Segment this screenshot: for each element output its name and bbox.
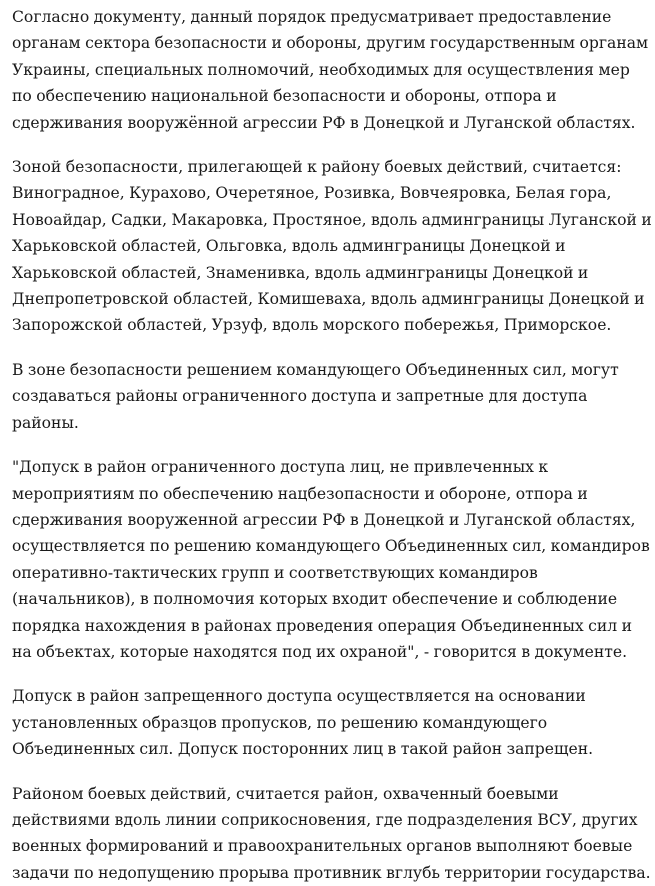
paragraph-forbidden-access: Допуск в район запрещенного доступа осуществляется на основании установленных образцов пропусков, по решению командующего Объединенных сил. Допуск посторонних лиц в такой район запрещен. (12, 687, 594, 759)
paragraph-restricted-areas: В зоне безопасности решением командующего Объединенных сил, могут создаваться районы ограниченного доступа и запретные для доступа районы. (12, 360, 619, 432)
paragraph-combat-area: Районом боевых действий, считается район, охваченный боевыми действиями вдоль линии соприкосновения, где подразделения ВСУ, других военных формирований и правоохранительных органов выполняют боевые задачи по недопущению прорыва противник вглубь территории государства. (12, 784, 651, 882)
paragraph-security-zone: Зоной безопасности, прилегающей к району боевых действий, считается: Виноградное, Курахово, Очеретяное, Розивка, Вовчеяровка, Белая гора, Новоайдар, Садки, Макаровка, Простяное, вдоль админграницы Луганской и Харьковской областей, Ольговка, вдоль админграницы Донецкой и Харьковской областей, Знаменивка, вдоль админграницы Донецкой и Днепропетровской областей, Комишеваха, вдоль админграницы Донецкой и Запорожской областей, Урзуф, вдоль морского побережья, Приморское. (12, 158, 652, 335)
paragraph-quote: "Допуск в район ограниченного доступа лиц, не привлеченных к мероприятиям по обеспечению нацбезопасности и обороне, отпора и сдерживания вооруженной агрессии РФ в Донецкой и Луганской областях, осуществляется по решению командующего Объединенных сил, командиров оперативно-тактических групп и соответствующих командиров (начальников), в полномочия которых входит обеспечение и соблюдение порядка нахождения в районах проведения операция Объединенных сил и на объектах, которые находятся под их охраной", - говорится в документе. (12, 458, 650, 661)
paragraph-procedure: Согласно документу, данный порядок предусматривает предоставление органам сектора безопасности и обороны, другим государственным органам Украины, специальных полномочий, необходимых для осуществления мер по обеспечению национальной безопасности и обороны, отпора и сдерживания вооружённой агрессии РФ в Донецкой и Луганской областях. (12, 8, 649, 132)
